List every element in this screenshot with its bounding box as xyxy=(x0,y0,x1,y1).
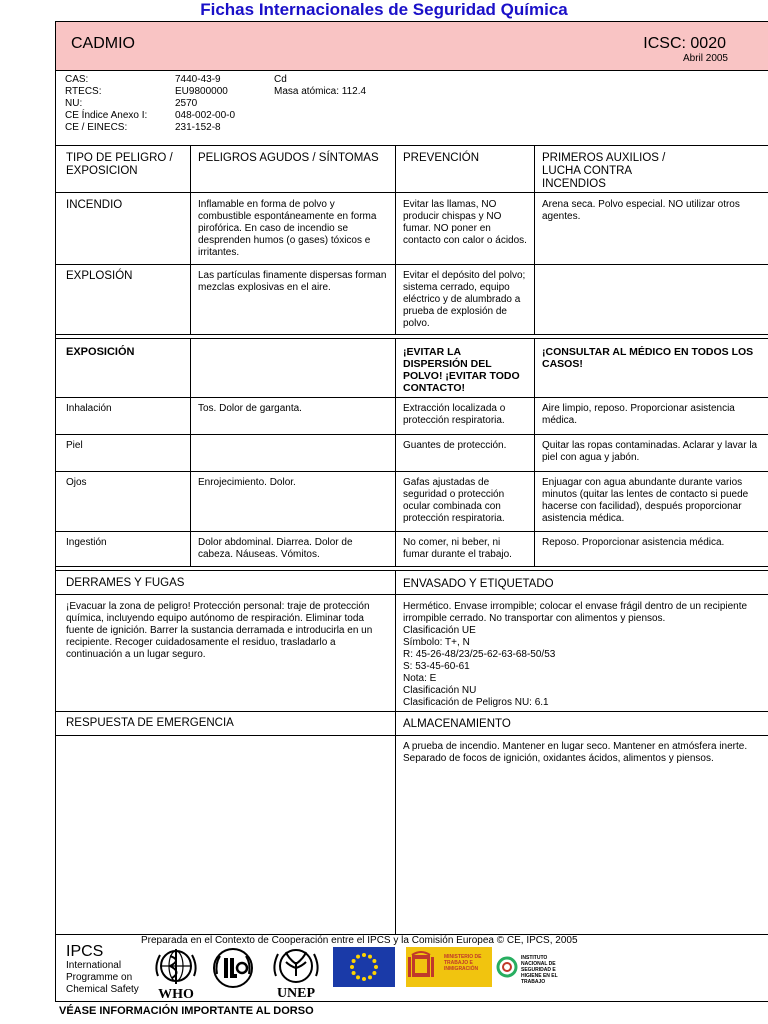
identifier-value: EU9800000 xyxy=(175,86,228,97)
exposure-cell: Dolor abdominal. Diarrea. Dolor de cabeza. Náuseas. Vómitos. xyxy=(198,537,353,560)
packaging-text: Hermético. Envase irrompible; colocar el envase frágil dentro de un recipiente irrompible cerrado. No transportar con alimentos y piensos. Clasificación UE Símbolo: T+, N R: 45-26-48/23/25-62-63-68-50/53 S: 53-45-60-61 Nota: E Clasificación NU Clasificación de Peligros NU: 6.1 xyxy=(403,601,748,708)
divider xyxy=(395,145,396,334)
see-reverse-note: VÉASE INFORMACIÓN IMPORTANTE AL DORSO xyxy=(59,1005,314,1017)
identifier-key: CAS: xyxy=(65,74,89,85)
formula: Cd xyxy=(274,74,287,85)
identifiers-block xyxy=(56,70,768,146)
insht-label: INSTITUTO NACIONAL DE SEGURIDAD E HIGIENE EN EL TRABAJO xyxy=(521,955,558,985)
section-title-envasado: ENVASADO Y ETIQUETADO xyxy=(403,578,554,590)
col-header-peligros: PELIGROS AGUDOS / SÍNTOMAS xyxy=(198,152,379,164)
divider xyxy=(56,192,768,193)
divider xyxy=(534,145,535,334)
col-header-auxilios: PRIMEROS AUXILIOS / LUCHA CONTRA INCENDIOS xyxy=(542,152,666,190)
storage-text: A prueba de incendio. Mantener en lugar seco. Mantener en atmósfera inerte. Separado de focos de ignición, oxidantes ácidos, alimentos y piensos. xyxy=(403,741,748,764)
divider xyxy=(190,338,191,566)
divider xyxy=(56,434,768,435)
document-title: Fichas Internacionales de Seguridad Química xyxy=(200,0,568,19)
identifier-key: CE / EINECS: xyxy=(65,122,128,133)
hazard-cell: Evitar las llamas, NO producir chispas y NO fumar. NO poner en contacto con calor o ácidos. xyxy=(403,199,527,246)
col-header-tipo: TIPO DE PELIGRO / EXPOSICION xyxy=(66,152,173,177)
ilo-emblem-icon xyxy=(211,946,255,990)
divider xyxy=(56,570,768,571)
identifier-key: RTECS: xyxy=(65,86,102,97)
insht-emblem-icon xyxy=(495,947,519,987)
exposure-cell: Tos. Dolor de garganta. xyxy=(198,403,302,414)
revision-date: Abril 2005 xyxy=(682,53,728,64)
route-piel: Piel xyxy=(66,440,83,451)
identifier-row xyxy=(65,86,665,98)
section-title-derrames: DERRAMES Y FUGAS xyxy=(66,577,185,589)
exposure-cell: No comer, ni beber, ni fumar durante el trabajo. xyxy=(403,537,512,560)
divider xyxy=(56,397,768,398)
substance-header xyxy=(56,22,768,71)
eu-flag xyxy=(333,947,395,987)
ipcs-line: Programme on xyxy=(66,972,133,983)
who-label: WHO xyxy=(158,987,194,1002)
ipcs-line: International xyxy=(66,960,122,971)
who-logo xyxy=(150,946,202,1002)
atomic-mass: Masa atómica: 112.4 xyxy=(274,86,367,97)
ilo-logo xyxy=(211,946,255,990)
unep-label: UNEP xyxy=(276,986,316,1001)
exposure-cell: Quitar las ropas contaminadas. Aclarar y lavar la piel con agua y jabón. xyxy=(542,440,758,463)
icsc-number: ICSC: 0020 xyxy=(643,35,726,52)
unep-logo xyxy=(266,946,326,1002)
divider xyxy=(395,338,396,566)
identifier-value: 7440-43-9 xyxy=(175,74,221,85)
hazard-type-incendio: INCENDIO xyxy=(66,199,123,211)
ministerio-label: MINISTERIO DE TRABAJO E INMIGRACIÓN xyxy=(444,954,482,972)
exposure-prevention: ¡EVITAR LA DISPERSIÓN DEL POLVO! ¡EVITAR TODO CONTACTO! xyxy=(403,346,520,394)
divider xyxy=(56,531,768,532)
ipcs-line: Chemical Safety xyxy=(66,984,139,995)
hazard-cell: Inflamable en forma de polvo y combustible espontáneamente en forma pirofórica. En caso de incendio se desprenden humos (o gases) tóxicos e irritantes. xyxy=(198,199,377,258)
hazard-type-explosion: EXPLOSIÓN xyxy=(66,270,133,282)
exposure-cell: Reposo. Proporcionar asistencia médica. xyxy=(542,537,725,548)
identifier-row xyxy=(65,122,665,134)
eu-stars-icon xyxy=(333,947,395,987)
divider xyxy=(190,145,191,334)
divider xyxy=(56,594,768,595)
hazard-cell: Arena seca. Polvo especial. NO utilizar otros agentes. xyxy=(542,199,740,222)
document-title-bar xyxy=(0,0,768,22)
identifier-key: CE Índice Anexo I: xyxy=(65,110,148,121)
who-emblem-icon xyxy=(150,946,202,990)
route-ingestion: Ingestión xyxy=(66,537,107,548)
divider xyxy=(56,471,768,472)
hazard-cell: Las partículas finamente dispersas forman mezclas explosivas en el aire. xyxy=(198,270,387,293)
identifier-row xyxy=(65,110,665,122)
exposure-cell: Gafas ajustadas de seguridad o protección ocular combinada con protección respiratoria. xyxy=(403,477,505,524)
exposure-cell: Enrojecimiento. Dolor. xyxy=(198,477,296,488)
exposure-first-aid: ¡CONSULTAR AL MÉDICO EN TODOS LOS CASOS! xyxy=(542,346,754,370)
exposure-cell: Guantes de protección. xyxy=(403,440,507,451)
spain-crest-icon xyxy=(406,947,436,987)
divider xyxy=(56,566,768,567)
section-title-almacenamiento: ALMACENAMIENTO xyxy=(403,718,511,730)
divider xyxy=(56,338,768,339)
identifier-row xyxy=(65,98,665,110)
route-ojos: Ojos xyxy=(66,477,87,488)
divider xyxy=(56,711,768,712)
unep-emblem-icon xyxy=(266,946,326,988)
spillage-text: ¡Evacuar la zona de peligro! Protección personal: traje de protección química, incluyendo equipo autónomo de respiración. Eliminar toda fuente de ignición. Barrer la sustancia derramada e introducirla en un recipiente. Recoger cuidadosamente el residuo, trasladarlo a continuación a un lugar seguro. xyxy=(66,601,373,660)
route-inhalacion: Inhalación xyxy=(66,403,112,414)
cooperation-credit: Preparada en el Contexto de Cooperación entre el IPCS y la Comisión Europea © CE, IPCS, 2005 xyxy=(141,935,578,946)
identifier-value: 231-152-8 xyxy=(175,122,221,133)
divider xyxy=(56,264,768,265)
exposure-cell: Extracción localizada o protección respiratoria. xyxy=(403,403,506,426)
identifier-key: NU: xyxy=(65,98,83,109)
exposure-title: EXPOSICIÓN xyxy=(66,346,135,358)
ipcs-acronym: IPCS xyxy=(66,943,104,960)
divider xyxy=(395,570,396,934)
icsc-card xyxy=(55,21,768,1002)
exposure-cell: Enjuagar con agua abundante durante varios minutos (quitar las lentes de contacto si puede hacerse con facilidad), después proporcionar asistencia médica. xyxy=(542,477,749,524)
exposure-cell: Aire limpio, reposo. Proporcionar asistencia médica. xyxy=(542,403,735,426)
section-title-emergencia: RESPUESTA DE EMERGENCIA xyxy=(66,717,234,729)
divider xyxy=(56,735,768,736)
divider xyxy=(534,338,535,566)
hazard-cell: Evitar el depósito del polvo; sistema cerrado, equipo eléctrico y de alumbrado a prueba de explosión de polvo. xyxy=(403,270,526,329)
identifier-row xyxy=(65,74,665,86)
identifier-value: 2570 xyxy=(175,98,198,109)
col-header-prevencion: PREVENCIÓN xyxy=(403,152,480,164)
ipcs-block xyxy=(66,943,139,996)
insht-logo xyxy=(495,947,575,987)
substance-name: CADMIO xyxy=(71,35,135,52)
identifier-value: 048-002-00-0 xyxy=(175,110,236,121)
ministerio-logo xyxy=(406,947,492,987)
divider xyxy=(56,334,768,335)
